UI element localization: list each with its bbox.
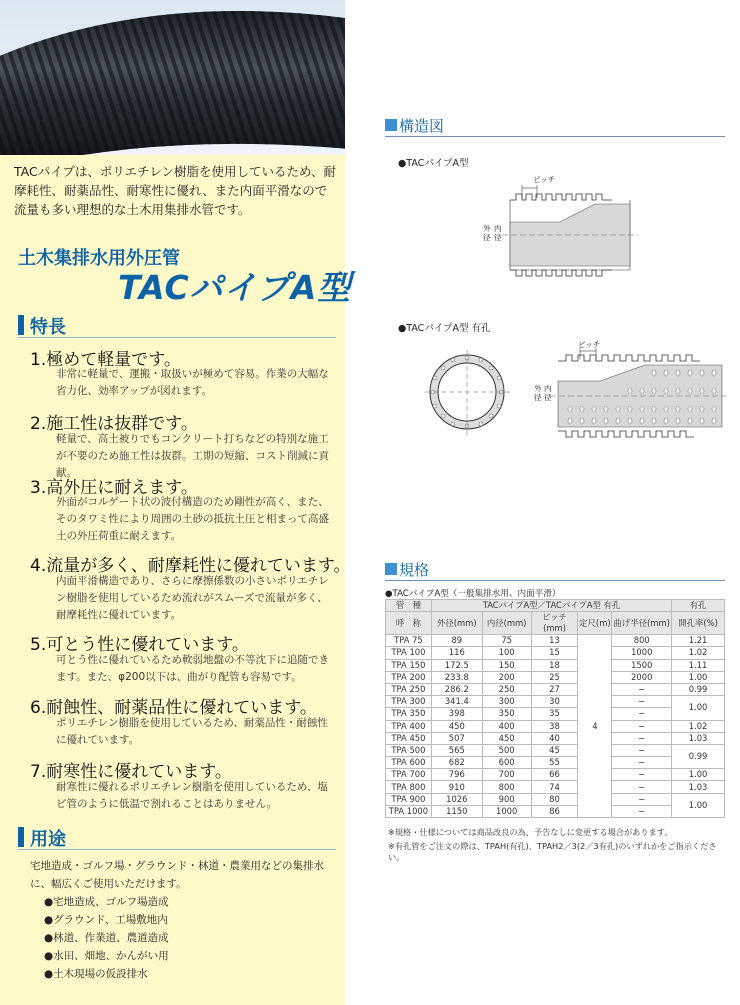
feature-3-title: 3.高外圧に耐えます。 — [30, 478, 198, 498]
table-row: TPA 450 507 450 40 − 1.03 — [386, 732, 725, 744]
header-group: TACパイプA型／TACパイプA型 有孔 — [431, 600, 671, 612]
table-row: TPA 700 796 700 66 − 1.00 — [386, 769, 725, 781]
header-length: 定尺(m) — [578, 612, 612, 635]
feature-5-title: 5.可とう性に優れています。 — [30, 635, 249, 655]
heading-bar — [18, 315, 24, 335]
feature-7-body: 耐寒性に優れるポリエチレン樹脂を使用しているため、塩ビ管のように低温で割れることはありません。 — [56, 781, 328, 810]
heading-square-icon — [385, 119, 397, 131]
list-item: ●土木現場の仮設排水 — [44, 968, 148, 980]
inner-dia-label: 内径 — [494, 224, 502, 242]
table-header-row — [386, 600, 725, 612]
length-cell: 4 — [578, 635, 612, 818]
table-row: TPA 150 172.5 150 18 1500 1.11 — [386, 659, 725, 671]
table-row: TPA 75 89 75 13 4 800 1.21 — [386, 635, 725, 647]
table-row: TPA 300 341.4 300 30 − 1.00 — [386, 696, 725, 708]
feature-2-title: 2.施工性は抜群です。 — [30, 414, 198, 434]
feature-4-body: 内面平滑構造であり、さらに摩擦係数の小さいポリエチレン樹脂を使用しているため流れがスムーズで流量が多く、耐摩耗性に優れています。 — [56, 575, 329, 621]
header-outer-dia: 外径(mm) — [431, 612, 482, 635]
diagram-a-label: ●TACパイプA型 — [398, 158, 469, 169]
table-row: TPA 500 565 500 45 − 0.99 — [386, 744, 725, 756]
uses-intro: 宅地造成・ゴルフ場・グラウンド・林道・農業用などの集排水に、幅広くご使用いただけます。 — [30, 860, 324, 890]
table-row: TPA 900 1026 900 80 − 1.00 — [386, 793, 725, 805]
feature-6-body: ポリエチレン樹脂を使用しているため、耐薬品性・耐蝕性に優れています。 — [56, 717, 328, 746]
header-inner-dia: 内径(mm) — [482, 612, 531, 635]
list-item: ●グラウンド、工場敷地内 — [44, 914, 168, 926]
diagram-cross-section — [425, 350, 510, 435]
feature-7-title: 7.耐寒性に優れています。 — [30, 762, 232, 782]
outer-dia-label: 外径 — [483, 224, 491, 242]
diagram-pipe-a — [500, 182, 640, 287]
note-1: ※規格・仕様については商品改良の為、予告なしに変更する場合があります。 — [388, 827, 673, 837]
structure-heading: 構造図 — [385, 114, 725, 137]
list-item: ●水田、畑地、かんがい用 — [44, 950, 169, 962]
diagram-pipe-a-holes — [550, 345, 730, 445]
uses-list — [30, 857, 336, 983]
header-pitch: ピッチ(mm) — [531, 612, 578, 635]
table-header-row — [386, 612, 725, 635]
header-open-rate: 開孔率(%) — [672, 612, 725, 635]
pitch-label: ピッチ — [533, 175, 556, 184]
inner-dia-label-holes: 内径 — [544, 384, 552, 402]
heading-square-icon — [385, 563, 397, 575]
heading-bar — [18, 827, 24, 847]
feature-3-body: 外面がコルゲート状の波付構造のため剛性が高く、また、そのタワミ性により周囲の土砂の抵抗土圧と相まって高盛土の外圧荷重に耐えます。 — [56, 496, 329, 542]
header-perforated: 有孔 — [672, 600, 725, 612]
intro-text: TACパイプは、ポリエチレン樹脂を使用しているため、耐摩耗性、耐薬品性、耐寒性に優れ、また内面平滑なので流量も多い理想的な土木用集排水管です。 — [14, 164, 337, 217]
spec-caption: ●TACパイプA型（一般集排水用、内面平滑） — [385, 589, 561, 599]
table-row: TPA 1000 1150 1000 86 − — [386, 805, 725, 817]
list-item: ●宅地造成、ゴルフ場造成 — [44, 896, 169, 908]
spec-table — [385, 599, 725, 818]
list-item: ●林道、作業道、農道造成 — [44, 932, 169, 944]
table-row: TPA 200 233.8 200 25 2000 1.00 — [386, 671, 725, 683]
features-heading: 特長 — [18, 313, 336, 338]
table-row: TPA 250 286.2 250 27 − 0.99 — [386, 683, 725, 695]
product-subtitle: 土木集排水用外圧管 — [18, 248, 180, 269]
product-title: TACパイプA型 — [118, 268, 352, 307]
diagram-a-holes-label: ●TACパイプA型 有孔 — [398, 323, 491, 334]
table-row: TPA 800 910 800 74 − 1.03 — [386, 781, 725, 793]
corrugated-pipe-image — [0, 0, 345, 155]
feature-4-title: 4.流量が多く、耐摩耗性に優れています。 — [30, 556, 351, 576]
spec-notes — [388, 827, 728, 863]
table-row: TPA 350 398 350 35 − — [386, 708, 725, 720]
table-row: TPA 600 682 600 55 − — [386, 757, 725, 769]
feature-6-title: 6.耐蝕性、耐薬品性に優れています。 — [30, 698, 317, 718]
product-photo — [0, 0, 345, 155]
spec-heading: 規格 — [385, 558, 725, 581]
uses-heading: 用途 — [18, 825, 336, 850]
header-type: 管 種 — [386, 600, 432, 612]
feature-1-body: 非常に軽量で、運搬・取扱いが極めて容易。作業の大幅な省力化、効率アップが図れます。 — [56, 368, 329, 397]
pitch-label-holes: ピッチ — [578, 340, 601, 349]
feature-2-body: 軽量で、高土被りでもコンクリート打ちなどの特別な施工が不要のため施工性は抜群。工期の短縮、コスト削減に貢献。 — [56, 433, 329, 479]
header-bend-radius: 曲げ半径(mm) — [612, 612, 672, 635]
note-2: ※有孔管をご注文の際は、TPAH(有孔)、TPAH2／3(2／3有孔)のいずれかをご指示ください。 — [388, 841, 717, 862]
outer-dia-label-holes: 外径 — [534, 384, 542, 402]
table-row: TPA 400 450 400 38 − 1.02 — [386, 720, 725, 732]
table-row: TPA 100 116 100 15 1000 1.02 — [386, 647, 725, 659]
feature-1-title: 1.極めて軽量です。 — [30, 350, 181, 370]
header-name: 呼 称 — [386, 612, 432, 635]
feature-5-body: 可とう性に優れているため軟弱地盤の不等沈下に追随できます。また、φ200以下は、曲がり配管も容易です。 — [56, 654, 329, 683]
